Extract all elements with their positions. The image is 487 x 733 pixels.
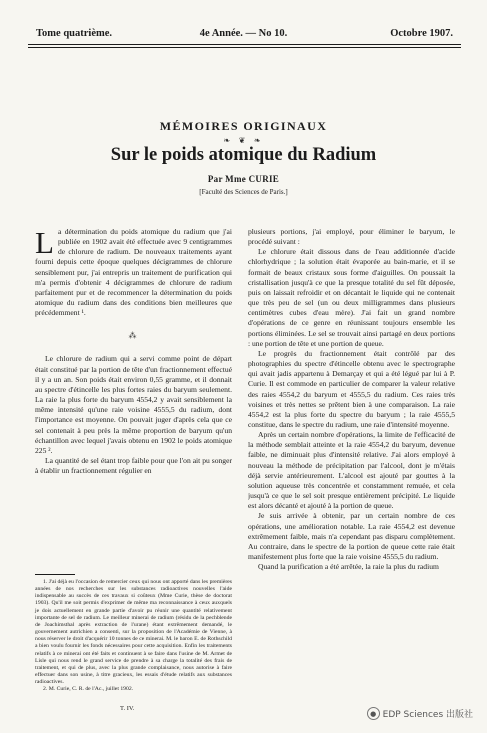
paragraph: plusieurs portions, j'ai employé, pour éliminer le baryum, le procédé suivant : [248,227,455,247]
running-head [28,28,459,42]
section-title: MÉMOIRES ORIGINAUX [159,119,328,133]
header-rule [28,44,461,45]
article-title: Sur le poids atomique du Radium [110,145,377,165]
paragraph: La détermination du poids atomique du radium que j'ai publiée en 1902 avait été effectuée avec 9 centigrammes de chlorure de radium. De nouveaux traitements ayant fourni depuis cette époque quelques décigrammes de chlorure sensiblement pur, j'ai entrepris un traitement de purification qui m'a permis d'obtenir 4 décigrammes de chlorure de radium parfaitement pur et de recommencer la détermination du poids atomique du radium dans des conditions bien meilleures que précédemment ¹. [35,227,232,318]
paragraph: La quantité de sel étant trop faible pour que l'on ait pu songer à établir un fractionnement régulier en [35,455,232,476]
wechat-icon: ● [367,707,380,720]
paragraph: Après un certain nombre d'opérations, la limite de l'efficacité de la méthode semblait atteinte et la raie 4554,2 du baryum, devenue faible, ne diminuait plus d'intensité relative. J'ai alors employé à nouveau la méthode de précipitation par l'alcool, dont je m'étais déjà servie antérieurement. L'alcool est ajouté par gouttes à la solution aqueuse très concentrée et constamment remuée, et cela jusqu'à ce que le sel soit presque entièrement précipité. Le liquide est alors décanté et ajouté à la portion de queue. [248,430,455,511]
ornament-fleuron: ❧ ❦ ❧ [223,136,264,145]
paragraph: Le chlorure était dissous dans de l'eau additionnée d'acide chlorhydrique ; la solution était évaporée au bain-marie, et il se formait de beaux cristaux sous forme d'aiguilles. On poussait la cristallisation jusqu'à ce que la presque totalité du sel fût déposée, puis on laissait refroidir et on décantait le liquide qui ne contenait que très peu de sel (un ou deux milligrammes dans plusieurs centimètres cubes d'eau mère). J'ai fait un grand nombre d'opérations de ce genre en réunissant toujours ensemble les portions éliminées. Le sel se trouvait ainsi partagé en deux portions : une portion de tête et une portion de queue. [248,247,455,348]
paragraph: Le progrès du fractionnement était contrôlé par des photographies du spectre d'étincelle obtenu avec le spectrographe qui avait jadis appartenu à Demarçay et qui a été légué par lui à P. Curie. Il est commode en particulier de comparer la valeur relative des raies 4554,2 du baryum et 4555,5 du radium. Ces raies très voisines et très nettes se prêtent bien à une comparaison. La raie 4554,2 est la plus forte du spectre du baryum ; la raie 4555,5 constitue, dans le spectre du radium, une raie d'intensité moyenne. [248,348,455,429]
journal-volume: Tome quatrième. [36,28,113,39]
volume-folio: T. IV. [120,705,135,712]
author-affiliation: [Faculté des Sciences de Paris.] [199,188,288,196]
paragraph: Le chlorure de radium qui a servi comme point de départ était constitué par la portion de tête d'un fractionnement effectué il y a un an. Son poids était environ 0,55 gramme, et il donnait au spectre d'étincelle les plus fortes raies du baryum seulement. La raie la plus forte du baryum 4554,2 y avait sensiblement la même intensité qu'une raie voisine 4555,5 du radium, dont l'importance est moyenne. On pouvait juger d'après cela que ce sel contenait à peu près la même proportion de baryum qu'un échantillon avec lequel j'avais obtenu en 1902 le poids atomique 225 ². [35,354,232,455]
asterism: ⁂ [128,331,139,341]
paragraph: Je suis arrivée à obtenir, par un certain nombre de ces opérations, une amélioration notable. La raie 4554,2 est devenue extrêmement faible, mais n'a cependant pas disparu complètement. Au contraire, dans le spectre de la portion de queue cette raie était manifestement plus forte que la raie voisine 4555,5 du radium. [248,511,455,561]
watermark-text: EDP Sciences 出版社 [382,710,473,720]
journal-date: Octobre 1907. [390,28,453,39]
body-column-right [248,227,455,727]
footnote-rule [35,574,75,575]
publisher-watermark [367,707,473,720]
paragraph: Quand la purification a été arrêtée, la raie la plus du radium [258,562,439,572]
drop-cap: L [35,227,54,260]
footnotes [35,574,232,694]
header-rule-double [28,47,461,48]
footnote: 1. J'ai déjà eu l'occasion de remercier ceux qui nous ont apporté dans les premières années de nos recherches sur les substances radioactives nouvelles l'aide indispensable au succès de ces travaux si coûteux (Mme Curie, thèse de doctorat 1903). Qu'il me soit permis d'exprimer de même ma reconnaissance à ceux auxquels je dois actuellement en grande partie d'avoir pu réunir une quantité relativement importante de sel de radium. Le meilleur minerai de radium (résidu de la pechblende de Joachimsthal après extraction de l'urane) étant extrêmement demandé, le gouvernement autrichien a consenti, sur la proposition de l'Académie de Vienne, à nous réserver le droit d'acquérir 10 tonnes de ce minerai. M. le baron E. de Rothschild a bien voulu fournir les fonds nécessaires pour cette acquisition. Enfin les traitements relatifs à ce minerai ont été faits et continuent à se faire dans l'usine de M. Armet de Lisle qui nous rend le grand service de prendre à sa charge la totalité des frais de traitement, et qui de plus, avec la plus grande complaisance, nous autorise à faire effectuer dans son usine, à titre gracieux, les essais d'étude relatifs aux substances radioactives. [35,579,232,686]
author-byline: Par Mme CURIE [207,174,280,184]
footnote: 2. M. Curie, C. R. de l'Ac., juillet 1902. [43,686,134,693]
journal-issue: 4e Année. — No 10. [199,28,288,39]
